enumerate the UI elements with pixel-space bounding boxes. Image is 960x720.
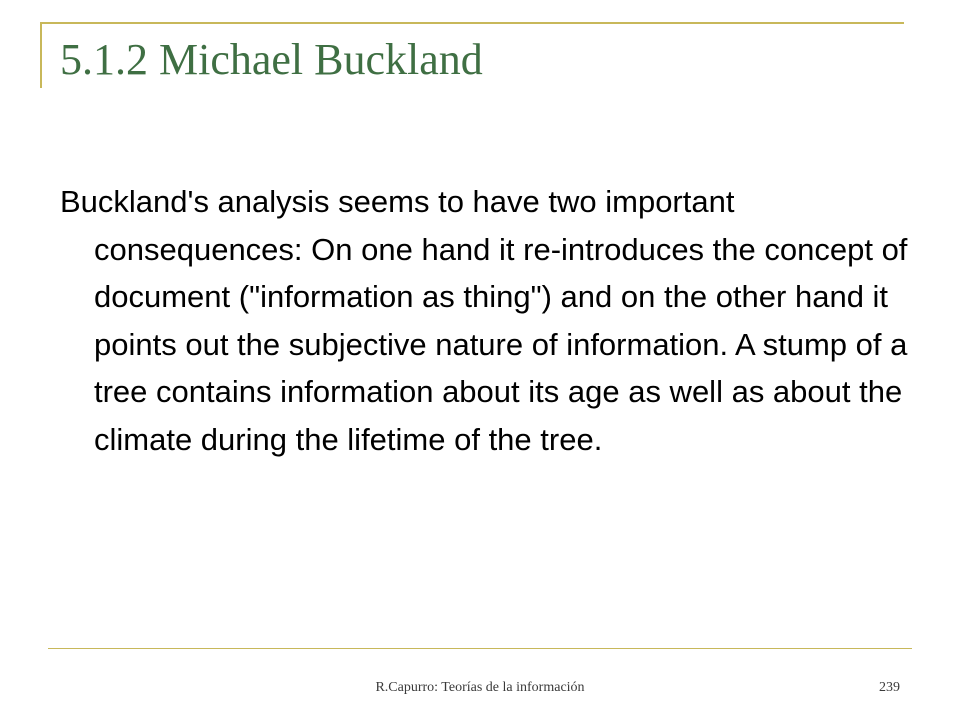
footer-caption: R.Capurro: Teorías de la información <box>375 680 585 695</box>
top-rule <box>40 22 904 24</box>
slide-title: 5.1.2 Michael Buckland <box>60 35 483 84</box>
bottom-rule <box>48 648 912 649</box>
left-rule <box>40 22 42 88</box>
slide-body-text: Buckland's analysis seems to have two important consequences: On one hand it re-introduces the concept of document ("information as thing") and on the other hand it points out the subjective nature of information. A stump of a tree contains information about its age as well as about the climate during the lifetime of the tree. <box>60 184 908 457</box>
page-number: 239 <box>879 680 900 695</box>
